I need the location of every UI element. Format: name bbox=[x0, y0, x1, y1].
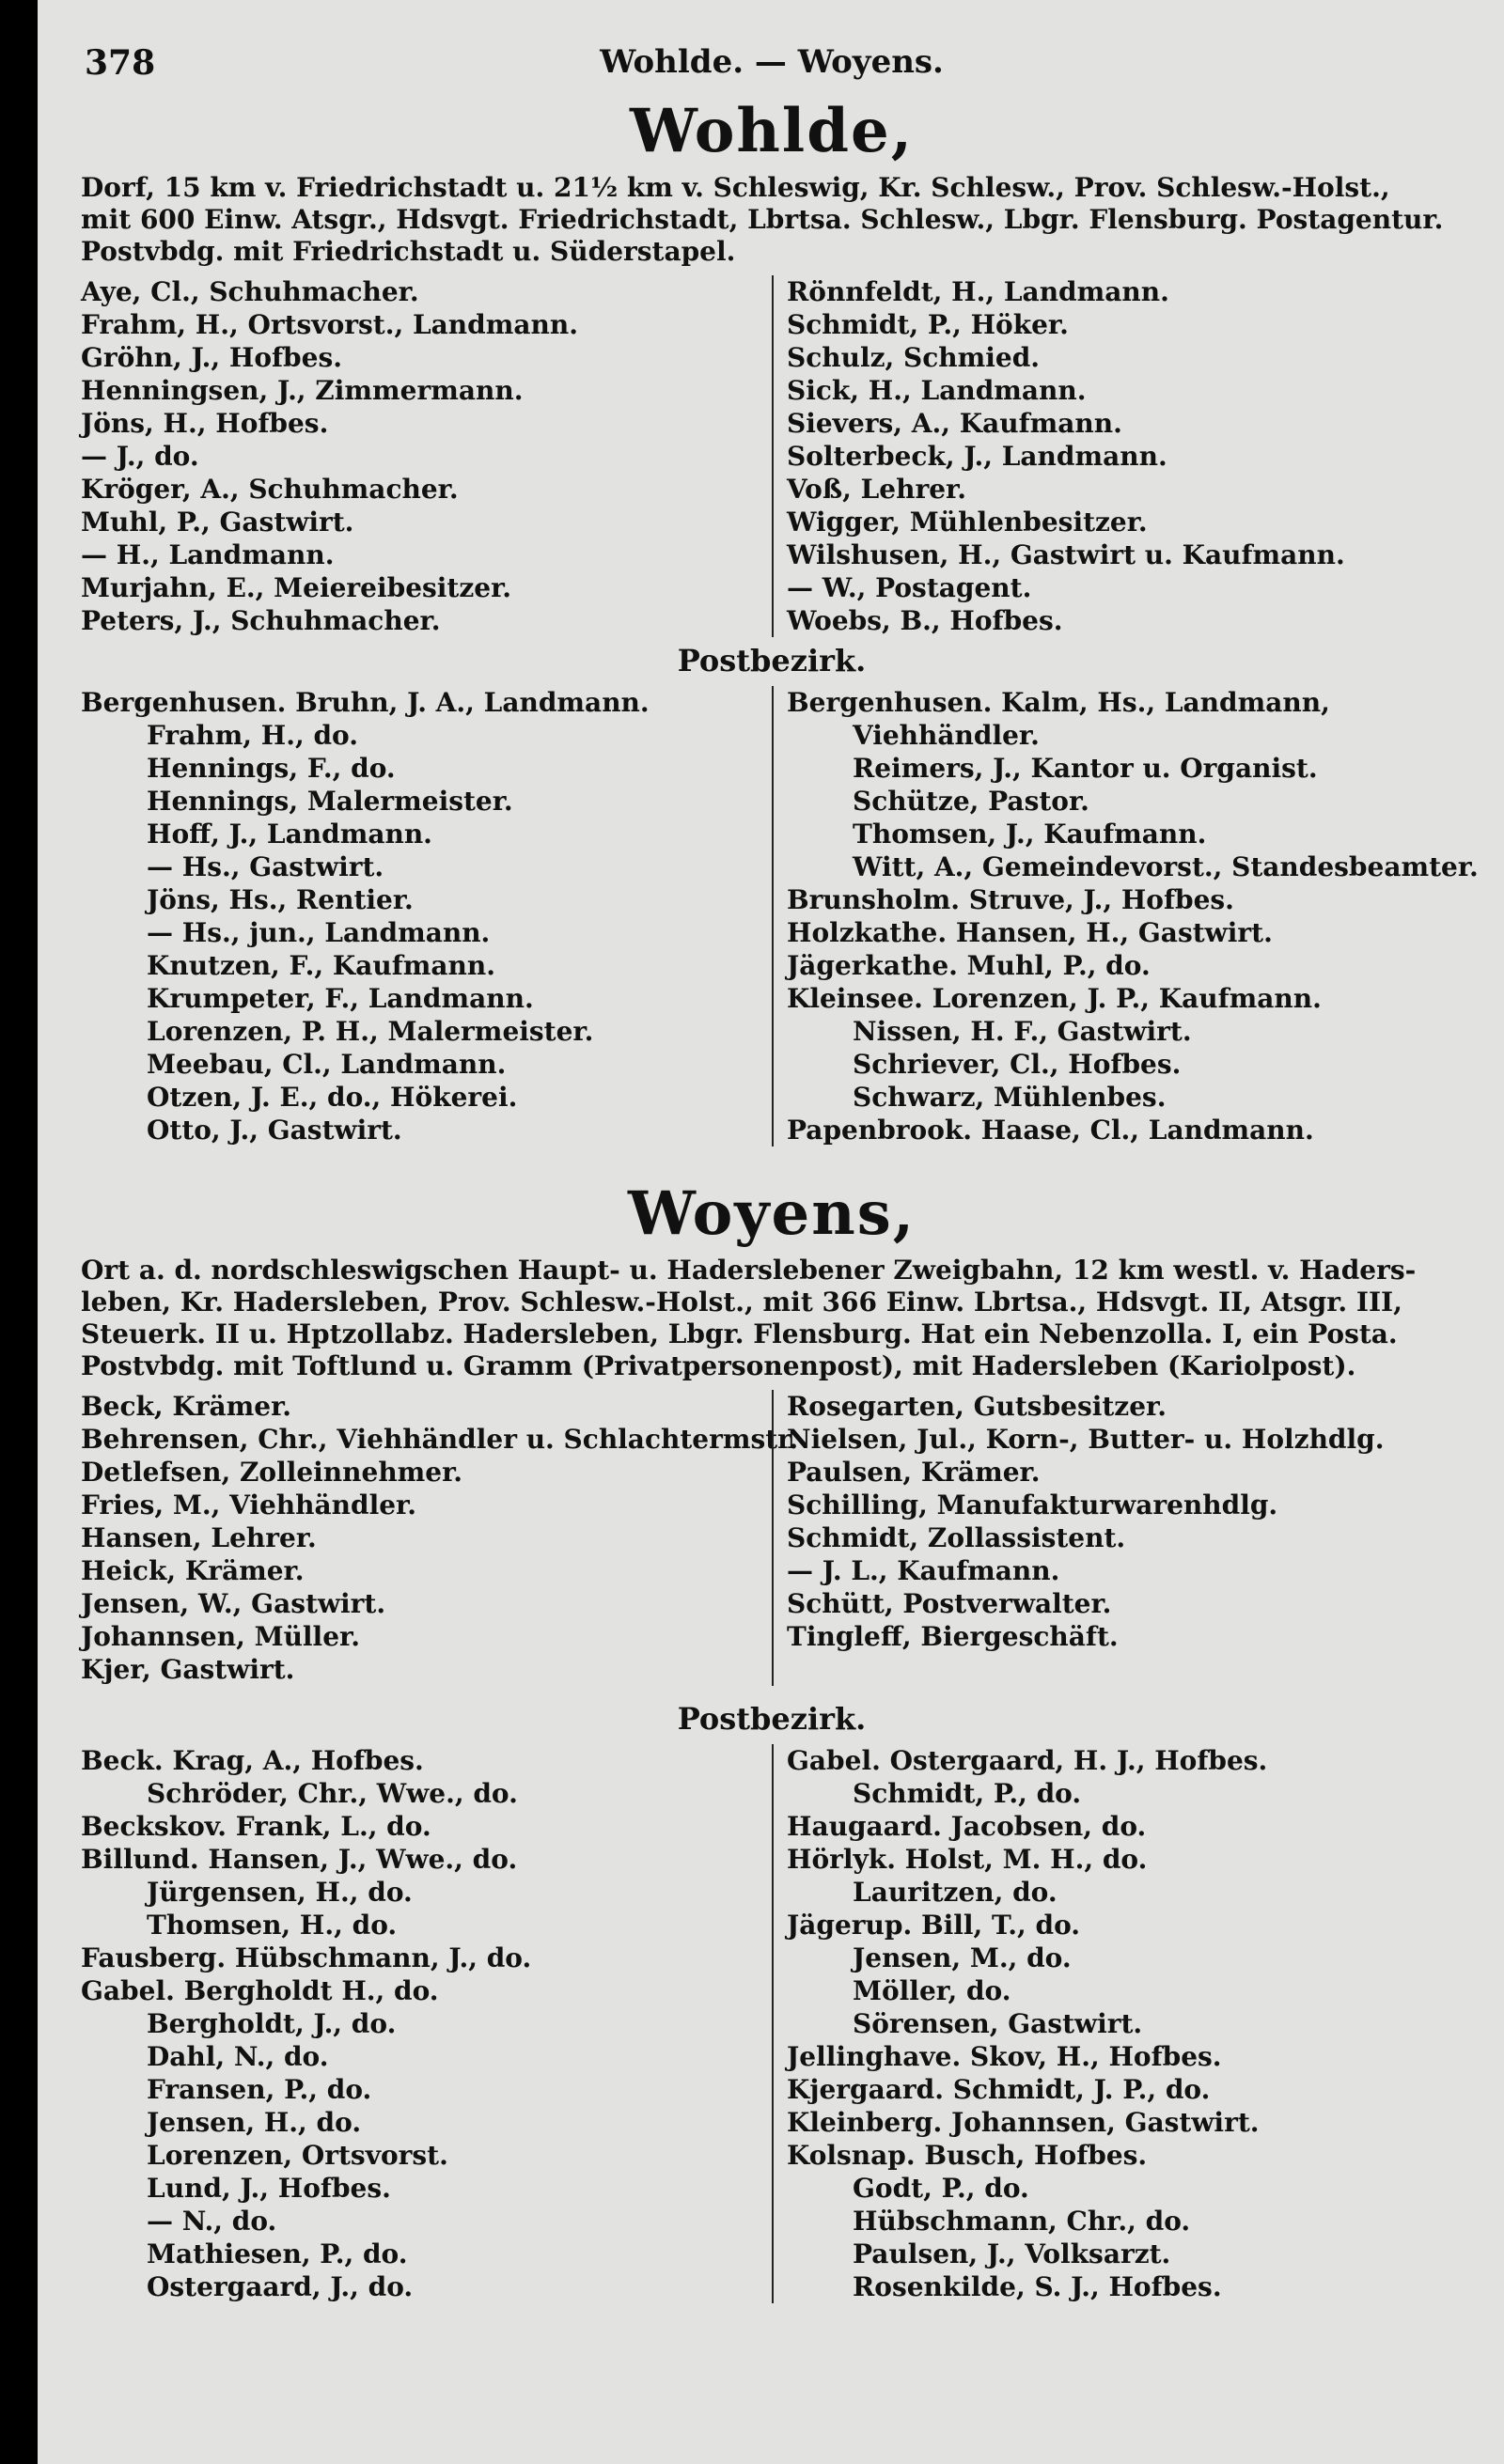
postbezirk-entry: Bergholdt, J., do. bbox=[147, 2008, 397, 2039]
postbezirk-entry: — N., do. bbox=[147, 2206, 277, 2237]
postbezirk-locality-entry: Gabel. Bergholdt H., do. bbox=[81, 1975, 439, 2006]
postbezirk-entry: Lauritzen, do. bbox=[853, 1877, 1058, 1908]
postbezirk-entry: Hübschmann, Chr., do. bbox=[853, 2206, 1191, 2237]
resident-entry: Jensen, W., Gastwirt. bbox=[81, 1588, 386, 1619]
postbezirk-locality-entry: Fausberg. Hübschmann, J., do. bbox=[81, 1942, 532, 1973]
postbezirk-entry: Frahm, H., do. bbox=[147, 720, 358, 751]
resident-entry: Beck, Krämer. bbox=[81, 1391, 292, 1422]
postbezirk-entry: — Hs., Gastwirt. bbox=[147, 851, 384, 882]
resident-entry: Solterbeck, J., Landmann. bbox=[787, 441, 1167, 472]
postbezirk-entry: Krumpeter, F., Landmann. bbox=[147, 983, 534, 1014]
postbezirk-entry: Jensen, H., do. bbox=[147, 2107, 362, 2138]
postbezirk-entry: Nissen, H. F., Gastwirt. bbox=[853, 1016, 1192, 1047]
postbezirk-entry: Otzen, J. E., do., Hökerei. bbox=[147, 1082, 518, 1113]
postbezirk-entry: Ostergaard, J., do. bbox=[147, 2271, 414, 2302]
resident-entry: Fries, M., Viehhändler. bbox=[81, 1489, 416, 1521]
wohlde-postbezirk-heading: Postbezirk. bbox=[677, 643, 867, 678]
postbezirk-entry: Dahl, N., do. bbox=[147, 2041, 329, 2072]
postbezirk-entry: Hoff, J., Landmann. bbox=[147, 819, 432, 850]
postbezirk-entry: Witt, A., Gemeindevorst., Standesbeamter. bbox=[853, 851, 1479, 882]
intro-line: Postvbdg. mit Toftlund u. Gramm (Privatpersonenpost), mit Hadersleben (Kariolpost). bbox=[81, 1350, 1356, 1381]
postbezirk-locality-entry: Beck. Krag, A., Hofbes. bbox=[81, 1745, 424, 1776]
postbezirk-entry: Godt, P., do. bbox=[853, 2173, 1029, 2204]
resident-entry: Tingleff, Biergeschäft. bbox=[787, 1621, 1119, 1652]
postbezirk-locality-entry: Brunsholm. Struve, J., Hofbes. bbox=[787, 884, 1234, 915]
wohlde-postbezirk bbox=[71, 686, 1479, 1146]
postbezirk-locality-entry: Jellinghave. Skov, H., Hofbes. bbox=[787, 2041, 1222, 2072]
wohlde-postbezirk-right bbox=[772, 686, 1479, 1146]
postbezirk-entry: Otto, J., Gastwirt. bbox=[147, 1115, 402, 1146]
resident-entry: Detlefsen, Zolleinnehmer. bbox=[81, 1457, 463, 1488]
wohlde-residents bbox=[71, 275, 1472, 637]
postbezirk-locality-entry: Billund. Hansen, J., Wwe., do. bbox=[81, 1844, 518, 1875]
resident-entry: — H., Landmann. bbox=[81, 539, 335, 570]
wohlde-section bbox=[71, 96, 1479, 1146]
postbezirk-entry: Knutzen, F., Kaufmann. bbox=[147, 950, 495, 981]
resident-entry: Sick, H., Landmann. bbox=[787, 375, 1087, 406]
page-content bbox=[71, 39, 1479, 2303]
intro-line: Postvbdg. mit Friedrichstadt u. Süderstapel. bbox=[81, 236, 736, 267]
postbezirk-locality-entry: Beckskov. Frank, L., do. bbox=[81, 1811, 431, 1842]
resident-entry: Heick, Krämer. bbox=[81, 1555, 305, 1586]
resident-entry: Sievers, A., Kaufmann. bbox=[787, 408, 1122, 439]
resident-entry: Hansen, Lehrer. bbox=[81, 1522, 317, 1553]
wohlde-residents-right bbox=[772, 275, 1472, 637]
resident-entry: Murjahn, E., Meiereibesitzer. bbox=[81, 572, 512, 603]
woyens-postbezirk-right bbox=[772, 1744, 1472, 2303]
postbezirk-entry: Möller, do. bbox=[853, 1975, 1011, 2006]
resident-entry: Wigger, Mühlenbesitzer. bbox=[787, 507, 1148, 538]
postbezirk-entry: Sörensen, Gastwirt. bbox=[853, 2008, 1143, 2039]
woyens-residents-left bbox=[71, 1390, 799, 1686]
postbezirk-locality-entry: Kleinsee. Lorenzen, J. P., Kaufmann. bbox=[787, 983, 1322, 1014]
running-header bbox=[71, 39, 1472, 92]
postbezirk-locality-entry: Bergenhusen. Bruhn, J. A., Landmann. bbox=[81, 687, 650, 718]
woyens-postbezirk-heading: Postbezirk. bbox=[677, 1701, 867, 1737]
page-number: 378 bbox=[85, 43, 156, 83]
wohlde-intro bbox=[71, 172, 1472, 268]
resident-entry: Henningsen, J., Zimmermann. bbox=[81, 375, 524, 406]
resident-entry: Schulz, Schmied. bbox=[787, 342, 1041, 373]
postbezirk-locality-entry: Papenbrook. Haase, Cl., Landmann. bbox=[787, 1115, 1314, 1146]
postbezirk-locality-entry: Holzkathe. Hansen, H., Gastwirt. bbox=[787, 917, 1273, 948]
resident-entry: Schmidt, P., Höker. bbox=[787, 309, 1069, 340]
woyens-title: Woyens, bbox=[627, 1178, 916, 1249]
woyens-residents bbox=[71, 1390, 1472, 1686]
postbezirk-entry: Lorenzen, Ortsvorst. bbox=[147, 2140, 448, 2171]
postbezirk-entry: Lund, J., Hofbes. bbox=[147, 2173, 391, 2204]
resident-entry: Jöns, H., Hofbes. bbox=[81, 408, 329, 439]
resident-entry: Schmidt, Zollassistent. bbox=[787, 1522, 1126, 1553]
postbezirk-locality-entry: Bergenhusen. Kalm, Hs., Landmann, Viehhändler. bbox=[787, 687, 1330, 751]
postbezirk-entry: — Hs., jun., Landmann. bbox=[147, 917, 491, 948]
woyens-postbezirk-left bbox=[71, 1744, 772, 2303]
postbezirk-locality-entry: Kleinberg. Johannsen, Gastwirt. bbox=[787, 2107, 1260, 2138]
postbezirk-entry: Jöns, Hs., Rentier. bbox=[147, 884, 414, 915]
postbezirk-locality-entry: Gabel. Ostergaard, H. J., Hofbes. bbox=[787, 1745, 1268, 1776]
resident-entry: Gröhn, J., Hofbes. bbox=[81, 342, 342, 373]
woyens-postbezirk bbox=[71, 1744, 1472, 2303]
resident-entry: Johannsen, Müller. bbox=[81, 1621, 360, 1652]
postbezirk-entry: Schwarz, Mühlenbes. bbox=[853, 1082, 1167, 1113]
resident-entry: Kröger, A., Schuhmacher. bbox=[81, 474, 459, 505]
postbezirk-locality-entry: Kjergaard. Schmidt, J. P., do. bbox=[787, 2074, 1211, 2105]
woyens-section bbox=[71, 1178, 1472, 2303]
intro-line: Dorf, 15 km v. Friedrichstadt u. 21½ km v. Schleswig, Kr. Schlesw., Prov. Schlesw.-Holst., bbox=[81, 172, 1390, 203]
resident-entry: Kjer, Gastwirt. bbox=[81, 1654, 295, 1685]
intro-line: Ort a. d. nordschleswigschen Haupt- u. Haderslebener Zweigbahn, 12 km westl. v. Haders- bbox=[81, 1255, 1417, 1286]
resident-entry: Frahm, H., Ortsvorst., Landmann. bbox=[81, 309, 578, 340]
postbezirk-entry: Reimers, J., Kantor u. Organist. bbox=[853, 753, 1318, 784]
postbezirk-entry: Hennings, F., do. bbox=[147, 753, 396, 784]
resident-entry: Nielsen, Jul., Korn-, Butter- u. Holzhdlg. bbox=[787, 1424, 1385, 1455]
wohlde-postbezirk-left bbox=[71, 686, 772, 1146]
postbezirk-entry: Schröder, Chr., Wwe., do. bbox=[147, 1778, 518, 1809]
resident-entry: Rosegarten, Gutsbesitzer. bbox=[787, 1391, 1167, 1422]
resident-entry: Paulsen, Krämer. bbox=[787, 1457, 1041, 1488]
resident-entry: Muhl, P., Gastwirt. bbox=[81, 507, 354, 538]
woyens-intro bbox=[71, 1255, 1472, 1382]
wohlde-residents-left bbox=[71, 275, 772, 637]
resident-entry: Schütt, Postverwalter. bbox=[787, 1588, 1112, 1619]
resident-entry: Rönnfeldt, H., Landmann. bbox=[787, 276, 1169, 307]
postbezirk-locality-entry: Kolsnap. Busch, Hofbes. bbox=[787, 2140, 1148, 2171]
postbezirk-locality-entry: Hörlyk. Holst, M. H., do. bbox=[787, 1844, 1148, 1875]
postbezirk-entry: Schmidt, P., do. bbox=[853, 1778, 1082, 1809]
resident-entry: — W., Postagent. bbox=[787, 572, 1032, 603]
postbezirk-locality-entry: Haugaard. Jacobsen, do. bbox=[787, 1811, 1147, 1842]
postbezirk-entry: Hennings, Malermeister. bbox=[147, 786, 513, 817]
wohlde-title: Wohlde, bbox=[630, 96, 914, 166]
postbezirk-entry: Paulsen, J., Volksarzt. bbox=[853, 2238, 1171, 2269]
postbezirk-entry: Schütze, Pastor. bbox=[853, 786, 1089, 817]
postbezirk-entry: Thomsen, H., do. bbox=[147, 1910, 398, 1941]
resident-entry: Peters, J., Schuhmacher. bbox=[81, 605, 441, 636]
intro-line: mit 600 Einw. Atsgr., Hdsvgt. Friedrichstadt, Lbrtsa. Schlesw., Lbgr. Flensburg. Postagentur. bbox=[81, 204, 1444, 235]
postbezirk-entry: Thomsen, J., Kaufmann. bbox=[853, 819, 1207, 850]
resident-entry: — J. L., Kaufmann. bbox=[787, 1555, 1060, 1586]
resident-entry: Wilshusen, H., Gastwirt u. Kaufmann. bbox=[787, 539, 1345, 570]
postbezirk-entry: Fransen, P., do. bbox=[147, 2074, 372, 2105]
resident-entry: — J., do. bbox=[81, 441, 199, 472]
postbezirk-entry: Mathiesen, P., do. bbox=[147, 2238, 408, 2269]
running-title: Wohlde. — Woyens. bbox=[600, 43, 944, 81]
resident-entry: Schilling, Manufakturwarenhdlg. bbox=[787, 1489, 1278, 1521]
resident-entry: Voß, Lehrer. bbox=[787, 474, 966, 505]
postbezirk-entry: Schriever, Cl., Hofbes. bbox=[853, 1049, 1182, 1080]
postbezirk-entry: Jürgensen, H., do. bbox=[147, 1877, 413, 1908]
woyens-residents-right bbox=[772, 1390, 1472, 1686]
postbezirk-entry: Jensen, M., do. bbox=[853, 1942, 1072, 1973]
book-page bbox=[38, 0, 1504, 2464]
postbezirk-locality-entry: Jägerup. Bill, T., do. bbox=[787, 1910, 1081, 1941]
postbezirk-entry: Meebau, Cl., Landmann. bbox=[147, 1049, 507, 1080]
resident-entry: Woebs, B., Hofbes. bbox=[787, 605, 1063, 636]
postbezirk-entry: Rosenkilde, S. J., Hofbes. bbox=[853, 2271, 1222, 2302]
resident-entry: Behrensen, Chr., Viehhändler u. Schlachtermstr. bbox=[81, 1424, 799, 1455]
intro-line: leben, Kr. Hadersleben, Prov. Schlesw.-Holst., mit 366 Einw. Lbrtsa., Hdsvgt. II, Atsgr. III, bbox=[81, 1287, 1402, 1318]
intro-line: Steuerk. II u. Hptzollabz. Hadersleben, Lbgr. Flensburg. Hat ein Nebenzolla. I, ein Posta. bbox=[81, 1318, 1398, 1349]
resident-entry: Aye, Cl., Schuhmacher. bbox=[81, 276, 419, 307]
postbezirk-entry: Lorenzen, P. H., Malermeister. bbox=[147, 1016, 594, 1047]
postbezirk-locality-entry: Jägerkathe. Muhl, P., do. bbox=[787, 950, 1151, 981]
